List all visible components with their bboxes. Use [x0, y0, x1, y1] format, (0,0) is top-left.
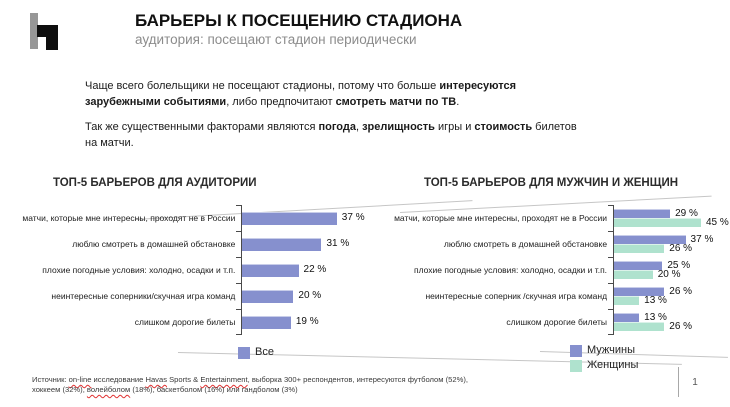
text-segment: , либо предпочитают [226, 96, 336, 108]
bar-Женщины [614, 296, 639, 305]
legend-label: Женщины [587, 359, 639, 371]
category-label: матчи, которые мне интересны, проходят не в России [22, 213, 236, 223]
chart-row [390, 231, 730, 257]
page-number: 1 [692, 377, 698, 388]
footer-divider [678, 367, 679, 397]
legend-men-women [570, 344, 638, 372]
text-segment: (18%), баскетболом (16%) или гандболом (3%) [130, 385, 298, 394]
chart-title: ТОП-5 БАРЬЕРОВ ДЛЯ АУДИТОРИИ [53, 177, 257, 189]
category-label: люблю смотреть в домашней обстановке [443, 239, 608, 249]
legend-swatch [238, 347, 250, 359]
bar-Женщины [614, 244, 664, 253]
value-label: 13 % [644, 311, 667, 323]
bar-group [613, 231, 730, 257]
bar-group [613, 309, 730, 335]
text-segment: Чаще всего болельщики не посещают стадионы, потому что больше [85, 80, 440, 92]
text-segment: погода [318, 121, 356, 133]
value-label: 20 % [298, 290, 322, 301]
havas-h-logo [30, 13, 58, 50]
chart-row [390, 257, 730, 283]
spellchecked-word: волейболом [86, 385, 131, 394]
legend-swatch [570, 345, 582, 357]
value-label: 13 % [644, 294, 667, 306]
slide-header [135, 11, 462, 47]
logo-right-leg [46, 25, 58, 50]
value-label: 26 % [669, 242, 693, 254]
bar-subrow [614, 296, 730, 305]
category-label: люблю смотреть в домашней обстановке [72, 239, 236, 249]
bar-Женщины [614, 218, 701, 227]
bar-subrow [614, 270, 730, 279]
bar-Мужчины [614, 313, 639, 322]
text-segment: игры и [434, 121, 475, 133]
bar-Мужчины [614, 261, 662, 270]
spellchecked-word: Havas [145, 375, 167, 384]
bar-subrow [242, 309, 370, 335]
bar-Все [242, 264, 298, 277]
text-segment: Источник: [32, 375, 69, 384]
text-segment: зрелищность [362, 121, 435, 133]
chart-rows [390, 205, 730, 335]
chart-row [390, 205, 730, 231]
category-label: неинтересные соперник /скучная игра команд [425, 291, 608, 301]
value-label: 37 % [341, 212, 365, 223]
text-segment: , выборка 300+ респондентов, интересуются футболом (52%), хоккеем (32%), [32, 375, 468, 394]
legend-item [570, 359, 638, 372]
bar-subrow [614, 218, 730, 227]
chart-row [0, 231, 370, 257]
bar-group [613, 205, 730, 231]
chart-row [390, 283, 730, 309]
category-label: слишком дорогие билеты [506, 317, 608, 327]
text-segment: исследование [91, 375, 146, 384]
bar-group [241, 283, 370, 309]
bar-group [241, 309, 370, 335]
bar-group [241, 231, 370, 257]
text-segment: стоимость [474, 121, 533, 133]
bar-Мужчины [614, 209, 670, 218]
chart-row [390, 309, 730, 335]
value-label: 45 % [706, 216, 729, 228]
bar-subrow [242, 231, 370, 257]
spellchecked-word: Entertainment [200, 375, 248, 384]
bar-Все [242, 316, 290, 329]
bar-Женщины [614, 270, 653, 279]
bar-group [613, 257, 730, 283]
bar-subrow [614, 244, 730, 253]
chart-men-women-barriers [390, 177, 730, 335]
text-segment: смотреть матчи по ТВ [335, 96, 457, 108]
page-title: БАРЬЕРЫ К ПОСЕЩЕНИЮ СТАДИОНА [135, 11, 463, 30]
bar-group [241, 257, 370, 283]
value-label: 29 % [675, 207, 698, 219]
value-label: 20 % [657, 268, 681, 280]
bar-Все [242, 238, 321, 251]
intro-paragraph [85, 119, 590, 151]
legend-swatch [570, 360, 582, 372]
bar-Все [242, 290, 293, 303]
value-label: 37 % [690, 233, 714, 245]
category-label: плохие погодные условия: холодно, осадки и т.п. [413, 265, 608, 275]
intro-paragraph [85, 78, 590, 110]
bar-subrow [242, 205, 370, 231]
text-segment: билетов на матчи. [85, 121, 577, 149]
bar-subrow [614, 287, 730, 296]
category-label: слишком дорогие билеты [134, 317, 236, 327]
intro-text [85, 78, 590, 160]
value-label: 25 % [667, 259, 691, 271]
text-segment: интересуются зарубежными событиями [85, 80, 517, 108]
text-segment: Sports & [167, 375, 201, 384]
text-segment: . [456, 96, 460, 108]
bar-subrow [242, 257, 370, 283]
value-label: 26 % [669, 320, 693, 332]
category-label: неинтересные соперники/скучная игра команд [51, 291, 236, 301]
text-segment: Так же существенными факторами являются [85, 121, 319, 133]
chart-row [0, 257, 370, 283]
value-label: 22 % [303, 264, 327, 275]
legend-audience [238, 346, 274, 359]
legend-item [238, 346, 274, 359]
bar-group [613, 283, 730, 309]
bar-Все [242, 212, 336, 225]
category-label: матчи, которые мне интересны, проходят не в России [394, 213, 608, 223]
page-subtitle: аудитория: посещают стадион периодически [135, 32, 417, 47]
value-label: 19 % [295, 316, 319, 327]
chart-audience-barriers [0, 177, 370, 335]
bar-Женщины [614, 322, 664, 331]
spellchecked-word: on-line [68, 375, 92, 384]
chart-row [0, 205, 370, 231]
bar-subrow [614, 322, 730, 331]
chart-rows [0, 205, 370, 335]
source-note [32, 375, 492, 395]
bar-group [241, 205, 370, 231]
legend-item [570, 344, 638, 357]
value-label: 31 % [326, 238, 350, 249]
bar-subrow [242, 283, 370, 309]
value-label: 26 % [669, 285, 693, 297]
chart-title: ТОП-5 БАРЬЕРОВ ДЛЯ МУЖЧИН И ЖЕНЩИН [424, 177, 679, 189]
legend-label: Мужчины [587, 344, 636, 356]
chart-row [0, 283, 370, 309]
legend-label: Все [255, 346, 274, 358]
category-label: плохие погодные условия: холодно, осадки и т.п. [42, 265, 236, 275]
text-segment: , [355, 121, 363, 133]
chart-row [0, 309, 370, 335]
